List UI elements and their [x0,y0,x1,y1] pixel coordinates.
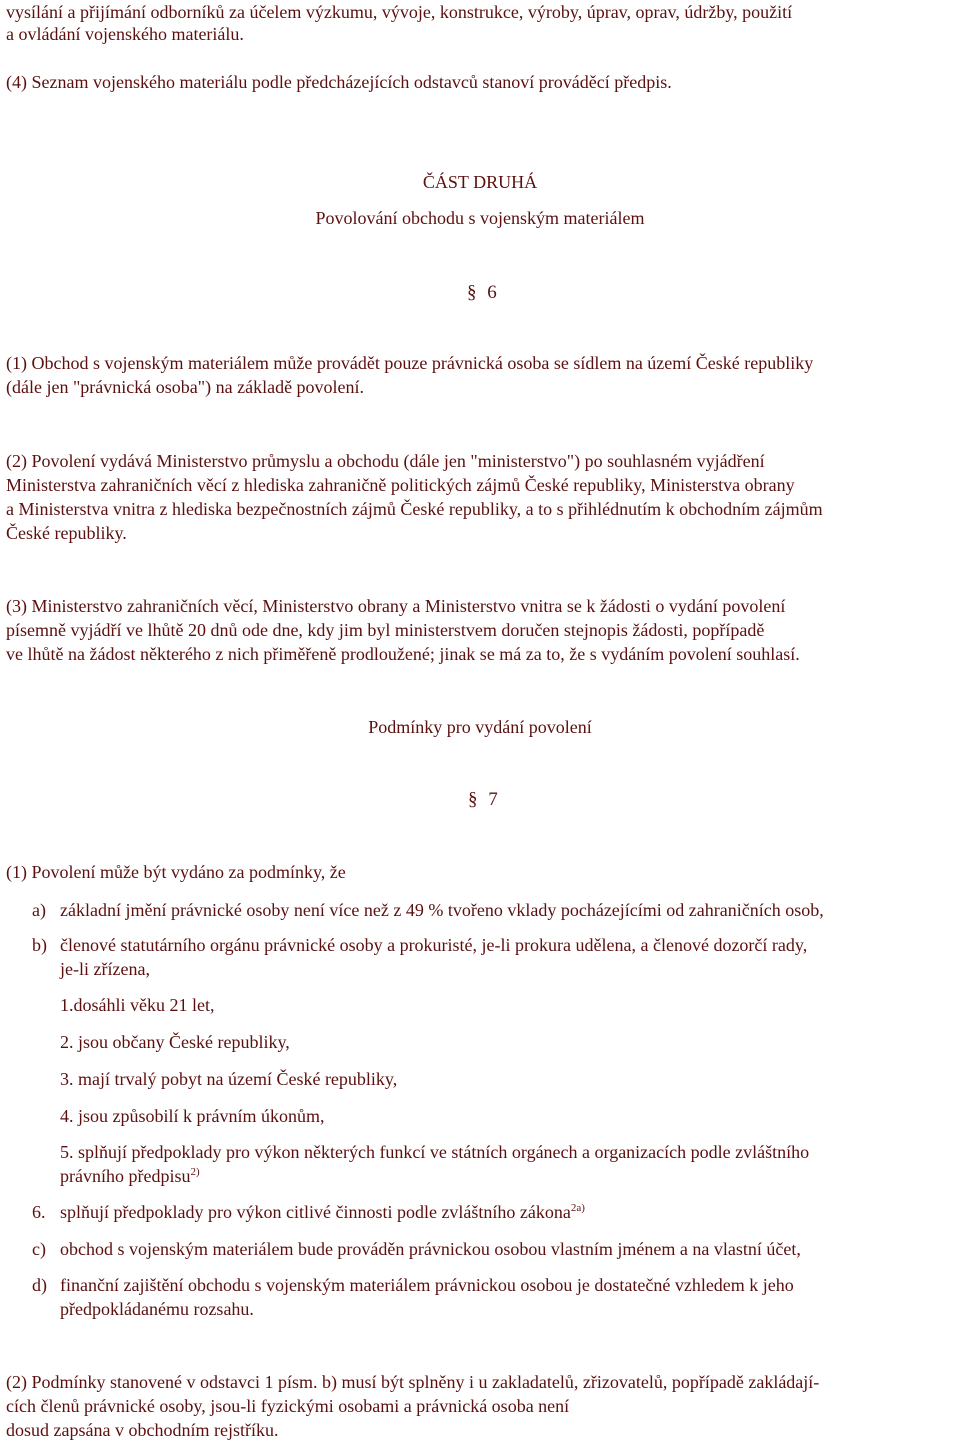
list-label: d) [32,1275,47,1295]
footnote-ref: 2a) [570,1202,585,1214]
text-line: (2) Podmínky stanovené v odstavci 1 písm. b) musí být splněny i u zakladatelů, zřizovatelů, popřípadě zakládají- [6,1372,820,1392]
text: splňují předpoklady pro výkon citlivé činnosti podle zvláštního zákona [60,1202,571,1222]
list-text: základní jmění právnické osoby není více než z 49 % tvořeno vklady pocházejícími od zahraničních osob, [60,900,824,920]
conditions-heading: Podmínky pro vydání povolení [368,717,592,737]
sub-item-5-continuation [60,1164,200,1188]
text-line: cích členů právnické osoby, jsou-li fyzickými osobami a právnická osoba není [6,1396,570,1416]
list-item-b-continuation: je-li zřízena, [60,959,150,979]
list-text: obchod s vojenským materiálem bude prováděn právnickou osobou vlastním jménem a na vlastní účet, [60,1239,801,1259]
list-label: 6. [32,1202,46,1222]
section-number: 6 [487,282,497,303]
sub-item-4: 4. jsou způsobilí k právním úkonům, [60,1106,325,1126]
part-subtitle: Povolování obchodu s vojenským materiálem [315,208,645,228]
list-label: b) [32,935,47,955]
list-label: c) [32,1239,46,1259]
footnote-ref: 2) [190,1166,200,1178]
paragraph-4: (4) Seznam vojenského materiálu podle předcházejících odstavců stanoví prováděcí předpis. [6,72,672,92]
text: právního předpisu [60,1166,191,1186]
section-6-paragraph-3 [6,594,958,666]
section-7-paragraph-2 [6,1370,958,1442]
text-line: ve lhůtě na žádost některého z nich přiměřeně prodloužené; jinak se má za to, že s vydáním povolení souhlasí. [6,644,800,664]
list-item-d-continuation: předpokládanému rozsahu. [60,1299,254,1319]
text-line: písemně vyjádří ve lhůtě 20 dnů ode dne, kdy jim byl ministerstvem doručen stejnopis žádosti, popřípadě [6,620,765,640]
sub-item-5: 5. splňují předpoklady pro výkon některých funkcí ve státních orgánech a organizacích podle zvláštního [60,1142,810,1162]
intro-line-1: vysílání a přijímání odborníků za účelem výzkumu, vývoje, konstrukce, výroby, úprav, oprav, údržby, použití [6,2,793,22]
section-6-paragraph-2 [6,449,958,545]
section-7-paragraph-1: (1) Povolení může být vydáno za podmínky, že [6,862,346,882]
text-line: (2) Povolení vydává Ministerstvo průmyslu a obchodu (dále jen "ministerstvo") po souhlasném vyjádření [6,451,765,471]
sub-item-2: 2. jsou občany České republiky, [60,1032,290,1052]
section-6-heading [467,281,497,305]
list-label: a) [32,900,46,920]
text-line: dosud zapsána v obchodním rejstříku. [6,1420,279,1440]
text-line: a Ministerstva vnitra z hlediska bezpečnostních zájmů České republiky, a to s přihlédnutím k obchodním zájmům [6,499,823,519]
list-text: finanční zajištění obchodu s vojenským materiálem právnickou osobou je dostatečné vzhledem k jeho [60,1275,794,1295]
text-line: České republiky. [6,523,127,543]
section-sign: § [468,789,478,810]
section-6-paragraph-1 [6,351,958,399]
text-line: (1) Obchod s vojenským materiálem může provádět pouze právnická osoba se sídlem na území České republiky [6,353,814,373]
intro-line-2: a ovládání vojenského materiálu. [6,24,244,44]
list-text [60,1200,585,1224]
section-7-heading [468,788,498,812]
sub-item-3: 3. mají trvalý pobyt na území České republiky, [60,1069,398,1089]
text-line: Ministerstva zahraničních věcí z hlediska zahraničně politických zájmů České republiky, Ministerstva obrany [6,475,795,495]
section-sign: § [467,282,477,303]
part-title: ČÁST DRUHÁ [422,172,538,192]
sub-item-1: 1.dosáhli věku 21 let, [60,995,215,1015]
text-line: (dále jen "právnická osoba") na základě povolení. [6,377,365,397]
text-line: (3) Ministerstvo zahraničních věcí, Ministerstvo obrany a Ministerstvo vnitra se k žádosti o vydání povolení [6,596,786,616]
list-text: členové statutárního orgánu právnické osoby a prokuristé, je-li prokura udělena, a členové dozorčí rady, [60,935,808,955]
section-number: 7 [488,789,498,810]
